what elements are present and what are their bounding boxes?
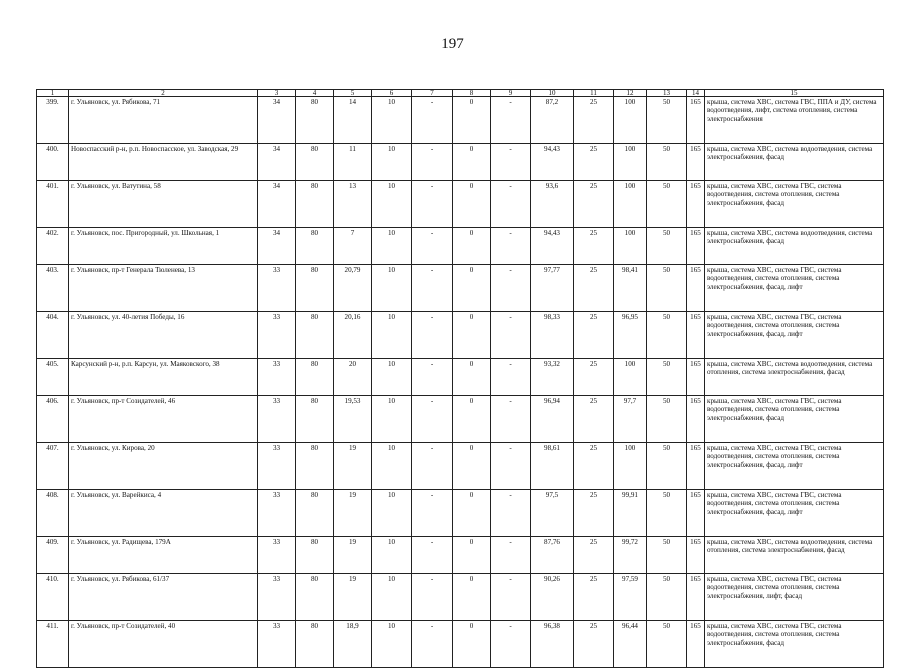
- cell-col-8: 0: [453, 621, 491, 668]
- cell-col-5: 20,16: [334, 312, 372, 359]
- cell-col-5: 19: [334, 574, 372, 621]
- cell-col-14: 165: [687, 443, 705, 490]
- column-number-header-row: [37, 90, 884, 97]
- cell-col-11: 25: [574, 97, 614, 144]
- cell-col-6: 10: [372, 443, 412, 490]
- cell-col-4: 80: [296, 144, 334, 181]
- cell-col-5: 11: [334, 144, 372, 181]
- column-number-header: 5: [334, 90, 372, 97]
- column-number-header: 11: [574, 90, 614, 97]
- cell-col-3: 34: [258, 97, 296, 144]
- column-number-header: 14: [687, 90, 705, 97]
- column-number-header: 13: [647, 90, 687, 97]
- cell-col-13: 50: [647, 490, 687, 537]
- cell-row-number: 410.: [37, 574, 69, 621]
- cell-col-8: 0: [453, 181, 491, 228]
- cell-col-5: 13: [334, 181, 372, 228]
- cell-col-11: 25: [574, 537, 614, 574]
- cell-col-11: 25: [574, 574, 614, 621]
- cell-work-types: крыша, система ХВС, система ГВС, система водоотведения, система отопления, система электроснабжения, фасад: [705, 621, 884, 668]
- cell-col-9: -: [491, 97, 531, 144]
- cell-col-9: -: [491, 265, 531, 312]
- cell-work-types: крыша, система ХВС, система ГВС, система водоотведения, система отопления, система электроснабжения, фасад, лифт: [705, 443, 884, 490]
- cell-col-3: 34: [258, 144, 296, 181]
- cell-col-9: -: [491, 396, 531, 443]
- cell-col-8: 0: [453, 265, 491, 312]
- cell-col-11: 25: [574, 265, 614, 312]
- cell-col-4: 80: [296, 396, 334, 443]
- table-body: [37, 90, 884, 668]
- cell-work-types: крыша, система ХВС, система ГВС, система водоотведения, система отопления, система электроснабжения, фасад: [705, 181, 884, 228]
- cell-col-4: 80: [296, 265, 334, 312]
- cell-address: г. Ульяновск, ул. Радищева, 179А: [69, 537, 258, 574]
- cell-col-13: 50: [647, 97, 687, 144]
- cell-col-9: -: [491, 537, 531, 574]
- cell-col-6: 10: [372, 490, 412, 537]
- cell-address: г. Ульяновск, ул. Ватутина, 58: [69, 181, 258, 228]
- column-number-header: 12: [614, 90, 647, 97]
- table-row: [37, 490, 884, 537]
- cell-col-6: 10: [372, 228, 412, 265]
- cell-col-10: 90,26: [531, 574, 574, 621]
- column-number-header: 2: [69, 90, 258, 97]
- cell-col-10: 97,5: [531, 490, 574, 537]
- cell-col-14: 165: [687, 312, 705, 359]
- cell-col-10: 94,43: [531, 228, 574, 265]
- cell-col-4: 80: [296, 359, 334, 396]
- cell-col-8: 0: [453, 228, 491, 265]
- cell-address: г. Ульяновск, пр-т Созидателей, 46: [69, 396, 258, 443]
- cell-col-13: 50: [647, 181, 687, 228]
- cell-work-types: крыша, система ХВС, система ГВС, система водоотведения, система отопления, система электроснабжения, фасад, лифт: [705, 312, 884, 359]
- cell-work-types: крыша, система ХВС, система водоотведения, система электроснабжения, фасад: [705, 144, 884, 181]
- cell-col-8: 0: [453, 490, 491, 537]
- cell-col-13: 50: [647, 396, 687, 443]
- cell-col-4: 80: [296, 181, 334, 228]
- cell-col-5: 18,9: [334, 621, 372, 668]
- cell-col-10: 93,6: [531, 181, 574, 228]
- cell-col-8: 0: [453, 443, 491, 490]
- cell-col-3: 34: [258, 181, 296, 228]
- cell-col-12: 99,72: [614, 537, 647, 574]
- cell-col-12: 97,59: [614, 574, 647, 621]
- cell-col-12: 100: [614, 359, 647, 396]
- cell-col-4: 80: [296, 490, 334, 537]
- table-row: [37, 443, 884, 490]
- cell-col-8: 0: [453, 312, 491, 359]
- cell-address: г. Ульяновск, ул. Кирова, 20: [69, 443, 258, 490]
- cell-col-10: 87,2: [531, 97, 574, 144]
- cell-col-11: 25: [574, 396, 614, 443]
- cell-col-5: 19: [334, 490, 372, 537]
- cell-col-8: 0: [453, 359, 491, 396]
- cell-work-types: крыша, система ХВС, система ГВС, ППА и ДУ, система водоотведения, лифт, система отопления, система электроснабжения: [705, 97, 884, 144]
- table-row: [37, 396, 884, 443]
- cell-col-5: 20: [334, 359, 372, 396]
- cell-col-9: -: [491, 490, 531, 537]
- cell-row-number: 406.: [37, 396, 69, 443]
- cell-col-14: 165: [687, 574, 705, 621]
- cell-col-8: 0: [453, 396, 491, 443]
- cell-col-13: 50: [647, 359, 687, 396]
- cell-address: г. Ульяновск, пр-т Генерала Тюленева, 13: [69, 265, 258, 312]
- cell-col-6: 10: [372, 574, 412, 621]
- cell-col-6: 10: [372, 265, 412, 312]
- cell-col-8: 0: [453, 537, 491, 574]
- cell-col-4: 80: [296, 312, 334, 359]
- cell-col-13: 50: [647, 574, 687, 621]
- cell-row-number: 404.: [37, 312, 69, 359]
- cell-col-12: 100: [614, 144, 647, 181]
- cell-col-14: 165: [687, 97, 705, 144]
- cell-col-12: 99,91: [614, 490, 647, 537]
- cell-col-12: 100: [614, 443, 647, 490]
- cell-col-12: 96,44: [614, 621, 647, 668]
- cell-col-10: 96,38: [531, 621, 574, 668]
- cell-work-types: крыша, система ХВС, система ГВС, система водоотведения, система отопления, система электроснабжения, фасад, лифт: [705, 265, 884, 312]
- cell-col-8: 0: [453, 97, 491, 144]
- column-number-header: 3: [258, 90, 296, 97]
- cell-col-6: 10: [372, 396, 412, 443]
- cell-col-3: 33: [258, 574, 296, 621]
- cell-col-11: 25: [574, 228, 614, 265]
- cell-col-7: -: [412, 144, 453, 181]
- column-number-header: 6: [372, 90, 412, 97]
- page-number: 197: [441, 36, 464, 52]
- table-row: [37, 574, 884, 621]
- cell-col-3: 33: [258, 490, 296, 537]
- cell-col-4: 80: [296, 621, 334, 668]
- cell-col-7: -: [412, 443, 453, 490]
- cell-col-12: 100: [614, 97, 647, 144]
- cell-col-9: -: [491, 144, 531, 181]
- column-number-header: 7: [412, 90, 453, 97]
- cell-col-12: 100: [614, 181, 647, 228]
- cell-col-14: 165: [687, 228, 705, 265]
- table-row: [37, 359, 884, 396]
- cell-col-14: 165: [687, 621, 705, 668]
- cell-col-9: -: [491, 621, 531, 668]
- cell-col-10: 96,94: [531, 396, 574, 443]
- cell-col-6: 10: [372, 537, 412, 574]
- cell-col-3: 33: [258, 396, 296, 443]
- cell-col-9: -: [491, 312, 531, 359]
- table-row: [37, 228, 884, 265]
- cell-col-9: -: [491, 228, 531, 265]
- cell-work-types: крыша, система ХВС, система водоотведения, система электроснабжения, фасад: [705, 228, 884, 265]
- cell-col-14: 165: [687, 396, 705, 443]
- cell-row-number: 407.: [37, 443, 69, 490]
- cell-col-12: 97,7: [614, 396, 647, 443]
- cell-col-5: 14: [334, 97, 372, 144]
- cell-col-14: 165: [687, 265, 705, 312]
- cell-col-7: -: [412, 574, 453, 621]
- cell-work-types: крыша, система ХВС, система водоотведения, система отопления, система электроснабжения, фасад: [705, 359, 884, 396]
- cell-col-14: 165: [687, 144, 705, 181]
- cell-address: г. Ульяновск, ул. Рябикова, 71: [69, 97, 258, 144]
- cell-col-5: 19: [334, 537, 372, 574]
- column-number-header: 15: [705, 90, 884, 97]
- cell-col-3: 34: [258, 228, 296, 265]
- cell-col-7: -: [412, 181, 453, 228]
- cell-col-14: 165: [687, 181, 705, 228]
- cell-col-11: 25: [574, 621, 614, 668]
- cell-col-9: -: [491, 181, 531, 228]
- cell-col-4: 80: [296, 443, 334, 490]
- cell-col-11: 25: [574, 443, 614, 490]
- column-number-header: 10: [531, 90, 574, 97]
- cell-col-4: 80: [296, 97, 334, 144]
- cell-col-12: 96,95: [614, 312, 647, 359]
- cell-row-number: 409.: [37, 537, 69, 574]
- table-row: [37, 97, 884, 144]
- cell-col-6: 10: [372, 97, 412, 144]
- cell-col-3: 33: [258, 443, 296, 490]
- cell-address: Новоспасский р-н, р.п. Новоспасское, ул. Заводская, 29: [69, 144, 258, 181]
- cell-col-5: 20,79: [334, 265, 372, 312]
- cell-col-13: 50: [647, 537, 687, 574]
- cell-work-types: крыша, система ХВС, система ГВС, система водоотведения, система отопления, система электроснабжения, лифт, фасад: [705, 574, 884, 621]
- cell-col-5: 19,53: [334, 396, 372, 443]
- cell-col-7: -: [412, 359, 453, 396]
- cell-col-11: 25: [574, 181, 614, 228]
- table-row: [37, 537, 884, 574]
- cell-col-10: 97,77: [531, 265, 574, 312]
- cell-col-7: -: [412, 396, 453, 443]
- cell-col-7: -: [412, 621, 453, 668]
- cell-address: г. Ульяновск, ул. 40-летия Победы, 16: [69, 312, 258, 359]
- table-row: [37, 265, 884, 312]
- cell-col-13: 50: [647, 312, 687, 359]
- cell-col-10: 94,43: [531, 144, 574, 181]
- cell-row-number: 400.: [37, 144, 69, 181]
- cell-col-13: 50: [647, 265, 687, 312]
- table-row: [37, 312, 884, 359]
- cell-col-4: 80: [296, 537, 334, 574]
- table-row: [37, 181, 884, 228]
- cell-col-11: 25: [574, 312, 614, 359]
- cell-col-7: -: [412, 537, 453, 574]
- cell-col-7: -: [412, 228, 453, 265]
- register-table: [36, 89, 884, 668]
- cell-col-6: 10: [372, 144, 412, 181]
- cell-col-8: 0: [453, 144, 491, 181]
- cell-row-number: 402.: [37, 228, 69, 265]
- cell-col-3: 33: [258, 265, 296, 312]
- cell-col-13: 50: [647, 144, 687, 181]
- cell-col-11: 25: [574, 359, 614, 396]
- cell-col-10: 98,61: [531, 443, 574, 490]
- cell-row-number: 408.: [37, 490, 69, 537]
- column-number-header: 9: [491, 90, 531, 97]
- cell-col-7: -: [412, 265, 453, 312]
- cell-col-6: 10: [372, 312, 412, 359]
- cell-col-6: 10: [372, 181, 412, 228]
- cell-work-types: крыша, система ХВС, система ГВС, система водоотведения, система отопления, система электроснабжения, фасад, лифт: [705, 490, 884, 537]
- cell-col-14: 165: [687, 359, 705, 396]
- cell-col-4: 80: [296, 228, 334, 265]
- cell-col-9: -: [491, 574, 531, 621]
- cell-col-3: 33: [258, 359, 296, 396]
- cell-col-10: 93,32: [531, 359, 574, 396]
- cell-col-9: -: [491, 443, 531, 490]
- cell-col-8: 0: [453, 574, 491, 621]
- cell-address: г. Ульяновск, ул. Варейкиса, 4: [69, 490, 258, 537]
- cell-col-11: 25: [574, 490, 614, 537]
- cell-col-7: -: [412, 312, 453, 359]
- cell-col-5: 19: [334, 443, 372, 490]
- table-row: [37, 621, 884, 668]
- cell-col-3: 33: [258, 621, 296, 668]
- cell-row-number: 405.: [37, 359, 69, 396]
- cell-address: г. Ульяновск, ул. Рябикова, 61/37: [69, 574, 258, 621]
- cell-work-types: крыша, система ХВС, система водоотведения, система отопления, система электроснабжения, фасад: [705, 537, 884, 574]
- cell-col-6: 10: [372, 359, 412, 396]
- cell-address: г. Ульяновск, пос. Пригородный, ул. Школьная, 1: [69, 228, 258, 265]
- cell-col-3: 33: [258, 537, 296, 574]
- cell-row-number: 401.: [37, 181, 69, 228]
- cell-work-types: крыша, система ХВС, система ГВС, система водоотведения, система отопления, система электроснабжения, фасад: [705, 396, 884, 443]
- cell-col-10: 87,76: [531, 537, 574, 574]
- cell-col-12: 100: [614, 228, 647, 265]
- cell-address: Карсунский р-н, р.п. Карсун, ул. Маяковского, 38: [69, 359, 258, 396]
- cell-col-7: -: [412, 490, 453, 537]
- cell-col-5: 7: [334, 228, 372, 265]
- column-number-header: 4: [296, 90, 334, 97]
- cell-col-14: 165: [687, 537, 705, 574]
- cell-row-number: 399.: [37, 97, 69, 144]
- cell-col-6: 10: [372, 621, 412, 668]
- cell-col-10: 98,33: [531, 312, 574, 359]
- cell-col-11: 25: [574, 144, 614, 181]
- cell-col-9: -: [491, 359, 531, 396]
- cell-row-number: 403.: [37, 265, 69, 312]
- column-number-header: 8: [453, 90, 491, 97]
- cell-col-4: 80: [296, 574, 334, 621]
- cell-col-12: 98,41: [614, 265, 647, 312]
- cell-row-number: 411.: [37, 621, 69, 668]
- cell-col-14: 165: [687, 490, 705, 537]
- cell-col-13: 50: [647, 228, 687, 265]
- cell-col-3: 33: [258, 312, 296, 359]
- column-number-header: 1: [37, 90, 69, 97]
- table-row: [37, 144, 884, 181]
- cell-address: г. Ульяновск, пр-т Созидателей, 40: [69, 621, 258, 668]
- cell-col-13: 50: [647, 443, 687, 490]
- cell-col-13: 50: [647, 621, 687, 668]
- cell-col-7: -: [412, 97, 453, 144]
